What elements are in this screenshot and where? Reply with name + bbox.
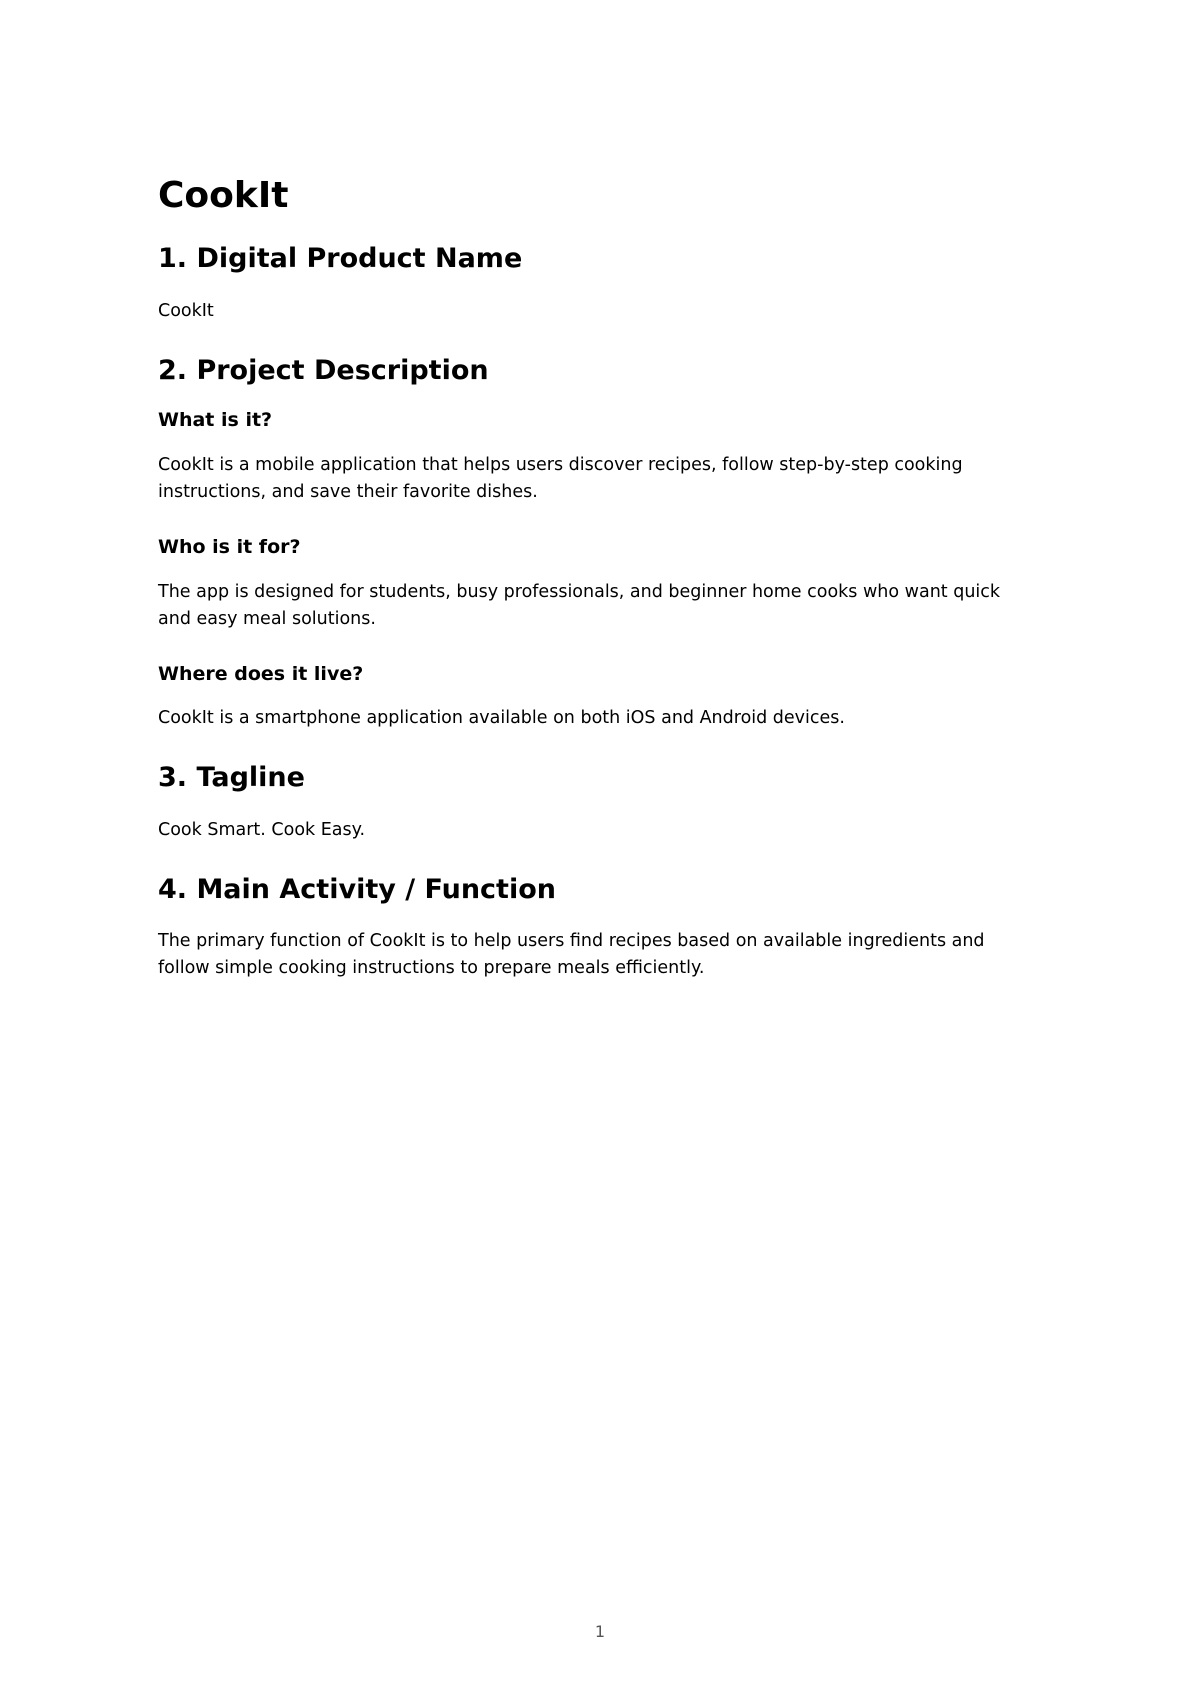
section-heading: 4. Main Activity / Function <box>158 873 556 905</box>
section-digital-product-name <box>158 243 1038 324</box>
section-tagline <box>158 762 1038 843</box>
subsection-heading: Where does it live? <box>158 662 364 685</box>
section-heading: 1. Digital Product Name <box>158 243 523 275</box>
page-number: 1 <box>594 1622 606 1641</box>
section-paragraph: Cook Smart. Cook Easy. <box>158 819 366 840</box>
subsection-heading: Who is it for? <box>158 535 301 558</box>
section-paragraph: The primary function of CookIt is to help users find recipes based on available ingredients and follow simple cooking instructions to prepare meals efficiently. <box>158 931 985 979</box>
document-body <box>158 170 1038 1012</box>
section-heading: 3. Tagline <box>158 762 305 794</box>
section-main-activity <box>158 874 1038 982</box>
subsection-paragraph: The app is designed for students, busy professionals, and beginner home cooks who want quick and easy meal solutions. <box>158 581 1001 629</box>
subsection-heading: What is it? <box>158 408 273 431</box>
section-project-description <box>158 355 1038 733</box>
subsection-paragraph: CookIt is a mobile application that helps users discover recipes, follow step-by-step cooking instructions, and save their favorite dishes. <box>158 454 963 502</box>
section-paragraph: CookIt <box>158 300 214 321</box>
section-heading: 2. Project Description <box>158 354 489 386</box>
document-title: CookIt <box>158 175 289 216</box>
subsection-paragraph: CookIt is a smartphone application available on both iOS and Android devices. <box>158 708 845 729</box>
